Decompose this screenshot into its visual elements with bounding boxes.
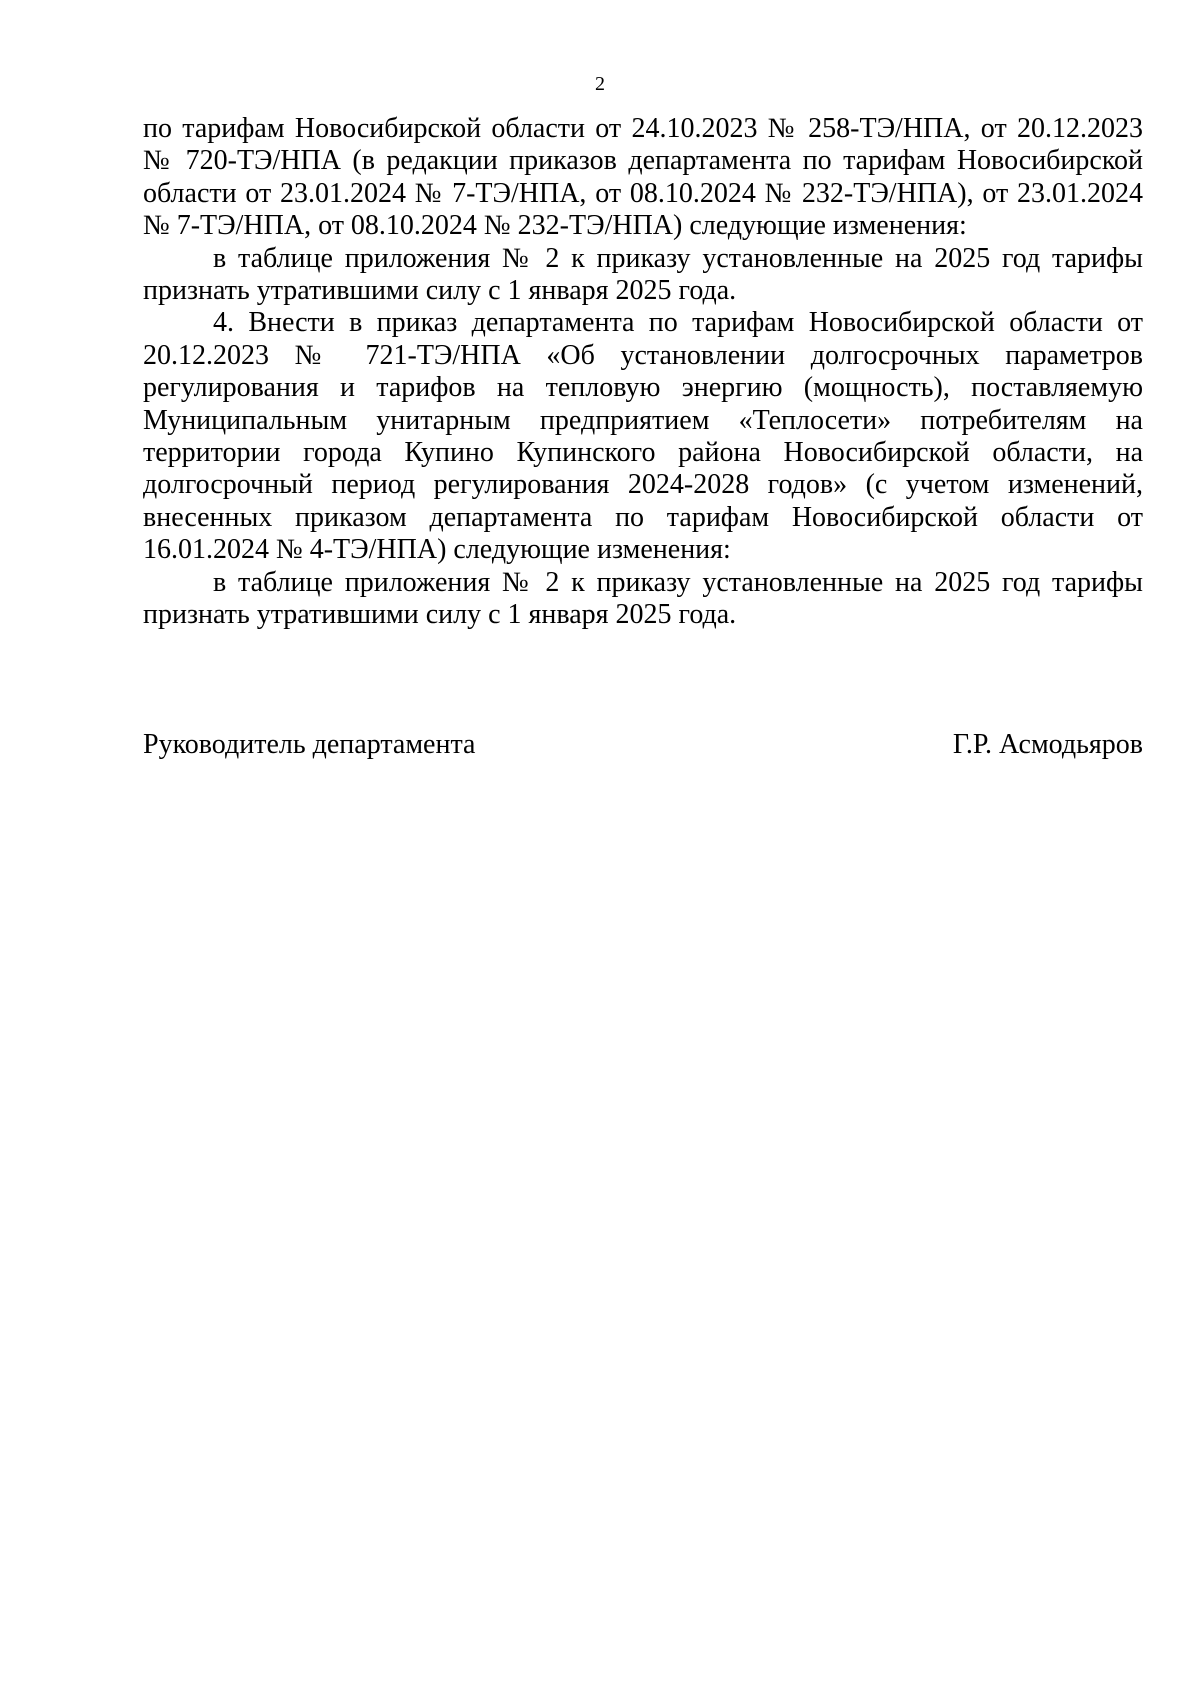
signature-block <box>143 728 1143 762</box>
paragraph-table-change-1: в таблице приложения № 2 к приказу установленные на 2025 год тарифы признать утратившими силу с 1 января 2025 года. <box>143 242 1143 307</box>
paragraph-table-change-2: в таблице приложения № 2 к приказу установленные на 2025 год тарифы признать утратившими силу с 1 января 2025 года. <box>143 566 1143 631</box>
paragraph-continuation: по тарифам Новосибирской области от 24.10.2023 № 258-ТЭ/НПА, от 20.12.2023 № 720-ТЭ/НПА (в редакции приказов департамента по тарифам Новосибирской области от 23.01.2024 № 7-ТЭ/НПА, от 08.10.2024 № 232-ТЭ/НПА), от 23.01.2024 № 7-ТЭ/НПА, от 08.10.2024 № 232-ТЭ/НПА) следующие изменения: <box>143 113 1143 242</box>
signatory-position: Руководитель департамента <box>143 729 476 760</box>
document-body <box>143 113 1143 632</box>
signatory-name: Г.Р. Асмодьяров <box>952 729 1143 760</box>
paragraph-item-4: 4. Внести в приказ департамента по тарифам Новосибирской области от 20.12.2023 № 721-ТЭ/НПА «Об установлении долгосрочных параметров регулирования и тарифов на тепловую энергию (мощность), поставляемую Муниципальным унитарным предприятием «Теплосети» потребителям на территории города Купино Купинского района Новосибирской области, на долгосрочный период регулирования 2024-2028 годов» (с учетом изменений, внесенных приказом департамента по тарифам Новосибирской области от 16.01.2024 № 4-ТЭ/НПА) следующие изменения: <box>143 307 1143 566</box>
page-number: 2 <box>595 73 605 95</box>
